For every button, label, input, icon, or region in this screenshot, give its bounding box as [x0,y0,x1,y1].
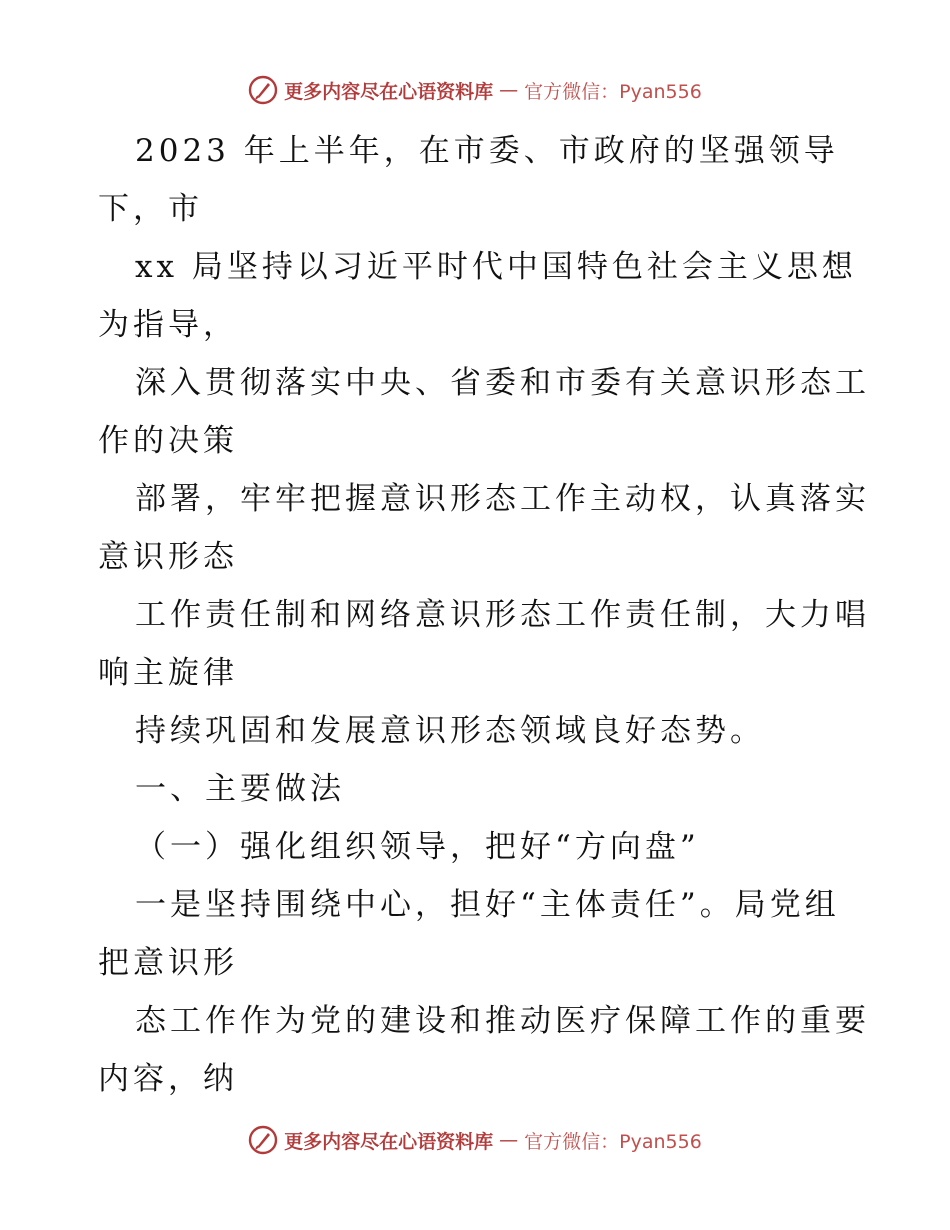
quill-pen-circle-icon [248,1125,278,1155]
header-contact: 官方微信：Pyan556 [524,80,702,103]
body-line: 作的决策 [98,423,238,459]
body-line: 把意识形 [98,945,238,981]
body-line: 持续巩固和发展意识形态领域良好态势。 [135,713,765,749]
body-line: 下，市 [98,191,203,227]
body-line: 内容，纳 [98,1061,238,1097]
body-line: 意识形态 [98,539,238,575]
body-line: 2023 年上半年，在市委、市政府的坚强领导 [135,133,839,169]
body-line: 一是坚持围绕中心，担好“主体责任”。局党组 [135,887,840,923]
header-banner [0,70,950,110]
footer-site-name: 更多内容尽在心语资料库 [284,1130,494,1153]
body-line: 深入贯彻落实中央、省委和市委有关意识形态工 [135,365,870,401]
footer-separator: — [499,1129,519,1151]
body-line: 为指导， [98,307,238,343]
body-line: 部署，牢牢把握意识形态工作主动权，认真落实 [135,481,870,517]
section-heading: 一、主要做法 [135,771,345,807]
body-line: 工作责任制和网络意识形态工作责任制，大力唱 [135,597,870,633]
quill-pen-circle-icon [248,75,278,105]
header-separator: — [499,79,519,101]
document-body [98,122,870,1108]
footer-contact: 官方微信：Pyan556 [524,1130,702,1153]
subsection-heading: （一）强化组织领导，把好“方向盘” [135,829,700,865]
body-line: 响主旋律 [98,655,238,691]
body-line: 态工作作为党的建设和推动医疗保障工作的重要 [135,1003,870,1039]
footer-banner [0,1120,950,1160]
body-line: xx 局坚持以习近平时代中国特色社会主义思想 [135,249,857,285]
header-site-name: 更多内容尽在心语资料库 [284,80,494,103]
